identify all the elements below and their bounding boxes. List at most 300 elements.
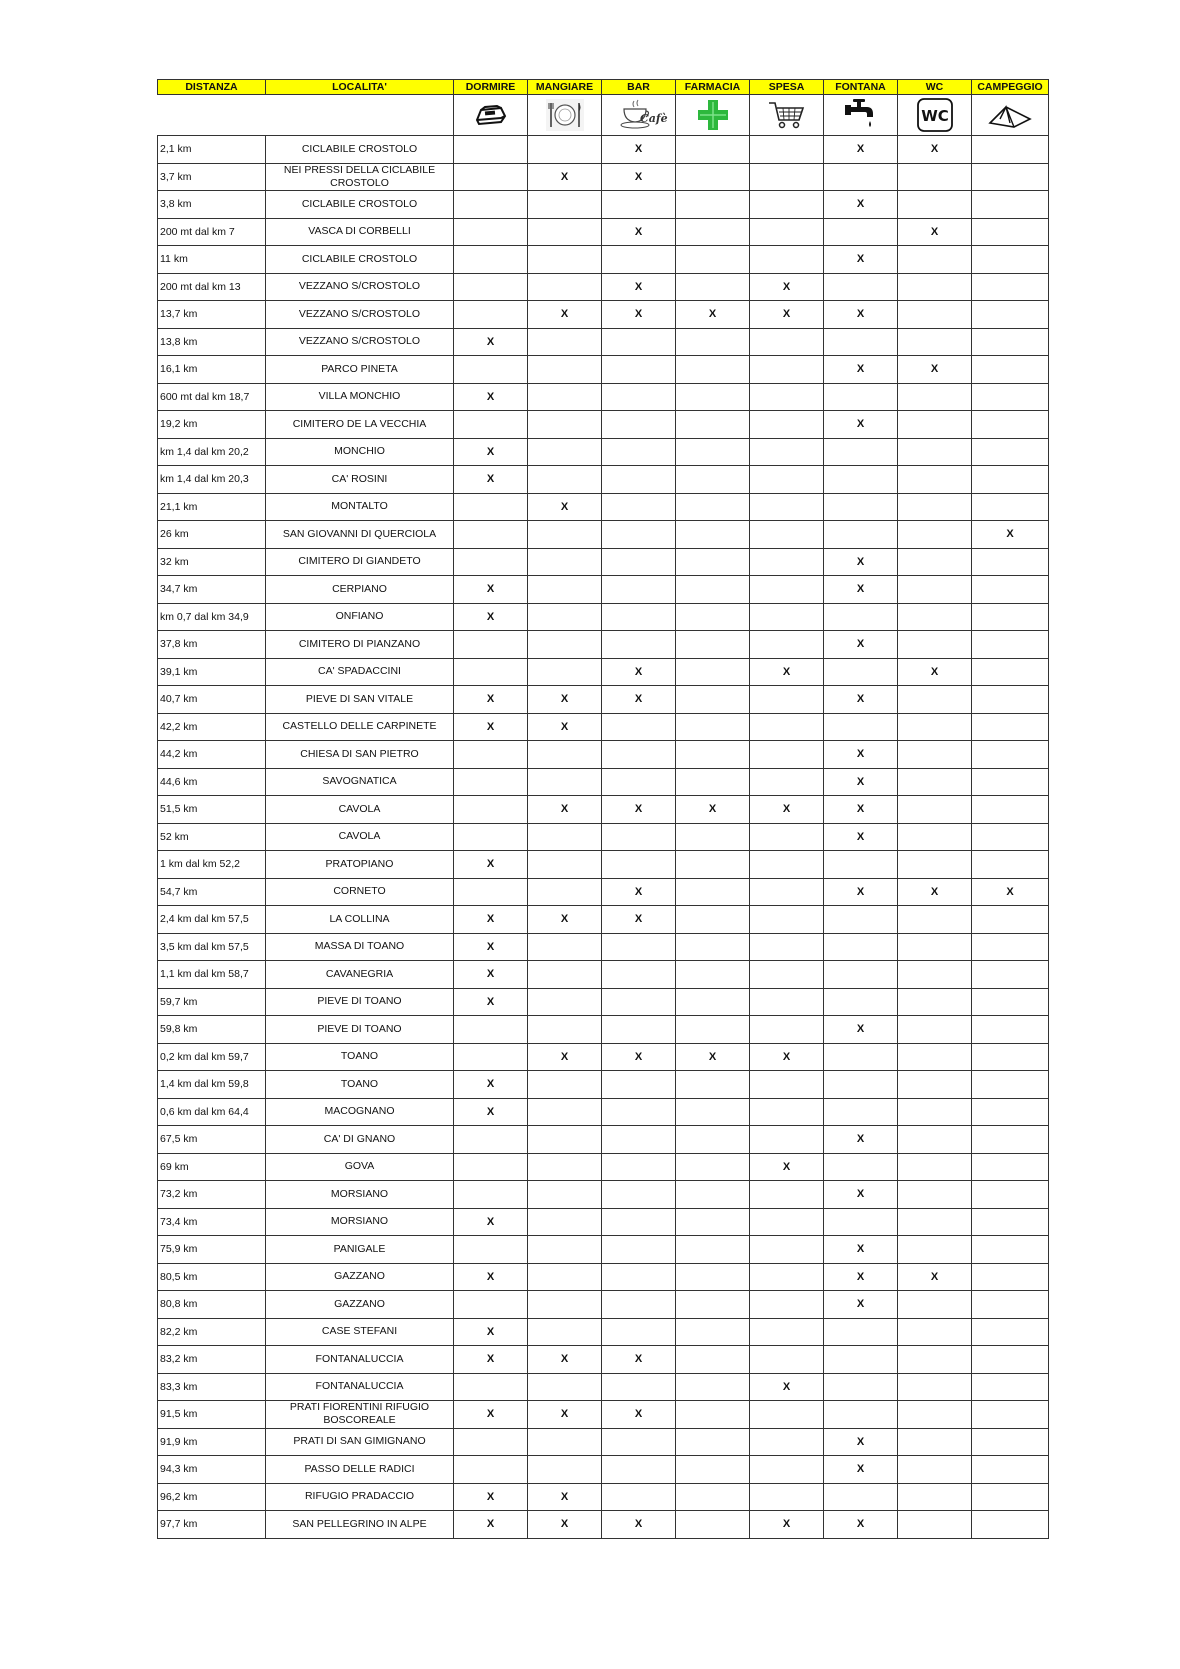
mangiare-cell <box>528 823 602 851</box>
table-row <box>158 136 1049 164</box>
fontana-cell <box>824 218 898 246</box>
fontana-cell <box>824 1043 898 1071</box>
fontana-cell: X <box>824 796 898 824</box>
distance-cell: 3,8 km <box>158 191 266 219</box>
spesa-cell: X <box>750 658 824 686</box>
location-cell: TOANO <box>266 1071 454 1099</box>
dormire-cell <box>454 1153 528 1181</box>
dormire-cell: X <box>454 1071 528 1099</box>
bar-cell <box>602 1016 676 1044</box>
location-cell: PRATI FIORENTINI RIFUGIO BOSCOREALE <box>266 1401 454 1429</box>
table-row <box>158 1456 1049 1484</box>
campeggio-cell <box>972 1071 1049 1099</box>
location-cell: MONTALTO <box>266 493 454 521</box>
bar-cell: X <box>602 1511 676 1539</box>
fontana-cell: X <box>824 1236 898 1264</box>
dormire-cell: X <box>454 1511 528 1539</box>
location-cell: PASSO DELLE RADICI <box>266 1456 454 1484</box>
bar-cell <box>602 603 676 631</box>
icon-spacer <box>158 95 266 136</box>
fontana-cell: X <box>824 768 898 796</box>
mangiare-cell <box>528 1373 602 1401</box>
wc-cell <box>898 1346 972 1374</box>
distance-cell: 97,7 km <box>158 1511 266 1539</box>
location-cell: SAN PELLEGRINO IN ALPE <box>266 1511 454 1539</box>
campeggio-cell <box>972 383 1049 411</box>
table-row <box>158 961 1049 989</box>
location-cell: MASSA DI TOANO <box>266 933 454 961</box>
header-campeggio: CAMPEGGIO <box>972 80 1049 95</box>
spesa-cell <box>750 521 824 549</box>
location-cell: PRATI DI SAN GIMIGNANO <box>266 1428 454 1456</box>
campeggio-cell <box>972 466 1049 494</box>
wc-cell <box>898 1291 972 1319</box>
farmacia-cell <box>676 1401 750 1429</box>
location-cell: VASCA DI CORBELLI <box>266 218 454 246</box>
table-row <box>158 1071 1049 1099</box>
farmacia-cell <box>676 1483 750 1511</box>
table-row <box>158 658 1049 686</box>
spesa-cell <box>750 466 824 494</box>
fontana-cell: X <box>824 411 898 439</box>
distance-cell: 42,2 km <box>158 713 266 741</box>
campeggio-cell <box>972 933 1049 961</box>
campeggio-cell <box>972 218 1049 246</box>
distance-cell: 73,4 km <box>158 1208 266 1236</box>
dormire-cell <box>454 823 528 851</box>
farmacia-cell <box>676 1153 750 1181</box>
spesa-cell <box>750 988 824 1016</box>
table-row <box>158 1346 1049 1374</box>
mangiare-cell <box>528 741 602 769</box>
farmacia-cell <box>676 273 750 301</box>
dormire-cell <box>454 548 528 576</box>
campeggio-cell <box>972 906 1049 934</box>
dormire-cell <box>454 796 528 824</box>
location-cell: PIEVE DI TOANO <box>266 1016 454 1044</box>
mangiare-cell <box>528 1126 602 1154</box>
dormire-cell <box>454 521 528 549</box>
dormire-cell <box>454 1456 528 1484</box>
campeggio-cell <box>972 1043 1049 1071</box>
farmacia-cell <box>676 246 750 274</box>
pharmacy-cross-icon <box>676 95 750 136</box>
table-row <box>158 933 1049 961</box>
campeggio-cell <box>972 301 1049 329</box>
table-row <box>158 273 1049 301</box>
wc-cell <box>898 1401 972 1429</box>
farmacia-cell <box>676 1318 750 1346</box>
wc-cell <box>898 933 972 961</box>
location-cell: FONTANALUCCIA <box>266 1373 454 1401</box>
farmacia-cell <box>676 741 750 769</box>
fontana-cell <box>824 383 898 411</box>
shopping-cart-icon <box>750 95 824 136</box>
wc-cell <box>898 438 972 466</box>
fontana-cell: X <box>824 1016 898 1044</box>
table-row <box>158 163 1049 191</box>
dormire-cell: X <box>454 713 528 741</box>
table-row <box>158 438 1049 466</box>
spesa-cell <box>750 246 824 274</box>
wc-cell <box>898 1098 972 1126</box>
location-cell: CAVANEGRIA <box>266 961 454 989</box>
bar-cell <box>602 1181 676 1209</box>
table-row <box>158 631 1049 659</box>
bar-cell <box>602 741 676 769</box>
distance-cell: 40,7 km <box>158 686 266 714</box>
farmacia-cell <box>676 163 750 191</box>
distance-cell: 82,2 km <box>158 1318 266 1346</box>
location-cell: SAVOGNATICA <box>266 768 454 796</box>
dormire-cell <box>454 218 528 246</box>
campeggio-cell <box>972 493 1049 521</box>
bar-cell <box>602 356 676 384</box>
campeggio-cell <box>972 548 1049 576</box>
spesa-cell <box>750 1291 824 1319</box>
distance-cell: 83,2 km <box>158 1346 266 1374</box>
dormire-cell: X <box>454 686 528 714</box>
distance-cell: 200 mt dal km 13 <box>158 273 266 301</box>
dormire-cell <box>454 1043 528 1071</box>
distance-cell: 52 km <box>158 823 266 851</box>
wc-cell <box>898 851 972 879</box>
distance-cell: 94,3 km <box>158 1456 266 1484</box>
campeggio-cell <box>972 1346 1049 1374</box>
table-row <box>158 548 1049 576</box>
mangiare-cell <box>528 576 602 604</box>
campeggio-cell <box>972 768 1049 796</box>
farmacia-cell: X <box>676 796 750 824</box>
spesa-cell <box>750 356 824 384</box>
dormire-cell: X <box>454 988 528 1016</box>
distance-cell: 67,5 km <box>158 1126 266 1154</box>
dormire-cell <box>454 1291 528 1319</box>
distance-cell: 600 mt dal km 18,7 <box>158 383 266 411</box>
farmacia-cell <box>676 438 750 466</box>
spesa-cell <box>750 1236 824 1264</box>
dormire-cell <box>454 1428 528 1456</box>
spesa-cell <box>750 961 824 989</box>
table-row <box>158 713 1049 741</box>
location-cell: CERPIANO <box>266 576 454 604</box>
table-row <box>158 878 1049 906</box>
farmacia-cell <box>676 1511 750 1539</box>
wc-cell: X <box>898 356 972 384</box>
campeggio-cell <box>972 1236 1049 1264</box>
campeggio-cell <box>972 1263 1049 1291</box>
header-bar: BAR <box>602 80 676 95</box>
bar-cell: X <box>602 1043 676 1071</box>
distance-cell: 0,6 km dal km 64,4 <box>158 1098 266 1126</box>
bar-cell <box>602 438 676 466</box>
bar-cell <box>602 328 676 356</box>
farmacia-cell <box>676 493 750 521</box>
fontana-cell <box>824 1208 898 1236</box>
location-cell: VEZZANO S/CROSTOLO <box>266 328 454 356</box>
wc-cell <box>898 548 972 576</box>
location-cell: CA' ROSINI <box>266 466 454 494</box>
wc-cell: X <box>898 218 972 246</box>
spesa-cell <box>750 933 824 961</box>
location-cell: TOANO <box>266 1043 454 1071</box>
bar-cell <box>602 1153 676 1181</box>
location-cell: FONTANALUCCIA <box>266 1346 454 1374</box>
farmacia-cell <box>676 1098 750 1126</box>
mangiare-cell: X <box>528 713 602 741</box>
bar-cell <box>602 1373 676 1401</box>
campeggio-cell: X <box>972 878 1049 906</box>
wc-cell <box>898 1153 972 1181</box>
dormire-cell <box>454 741 528 769</box>
location-cell: PIEVE DI SAN VITALE <box>266 686 454 714</box>
dormire-cell: X <box>454 1208 528 1236</box>
farmacia-cell <box>676 851 750 879</box>
campeggio-cell <box>972 1456 1049 1484</box>
spesa-cell <box>750 493 824 521</box>
distance-cell: 1,4 km dal km 59,8 <box>158 1071 266 1099</box>
table-row <box>158 411 1049 439</box>
distance-cell: 19,2 km <box>158 411 266 439</box>
distance-cell: 1,1 km dal km 58,7 <box>158 961 266 989</box>
bar-cell <box>602 1208 676 1236</box>
header-fontana: FONTANA <box>824 80 898 95</box>
dormire-cell <box>454 356 528 384</box>
bar-cell <box>602 1263 676 1291</box>
wc-cell: X <box>898 878 972 906</box>
fontana-cell: X <box>824 1291 898 1319</box>
header-wc: WC <box>898 80 972 95</box>
mangiare-cell <box>528 961 602 989</box>
campeggio-cell <box>972 163 1049 191</box>
wc-cell <box>898 713 972 741</box>
spesa-cell <box>750 383 824 411</box>
bar-cell <box>602 1483 676 1511</box>
table-row <box>158 383 1049 411</box>
distance-cell: 37,8 km <box>158 631 266 659</box>
wc-cell <box>898 466 972 494</box>
mangiare-cell <box>528 1098 602 1126</box>
mangiare-cell <box>528 466 602 494</box>
dormire-cell: X <box>454 1263 528 1291</box>
dormire-cell <box>454 136 528 164</box>
farmacia-cell <box>676 576 750 604</box>
wc-cell <box>898 906 972 934</box>
distance-cell: 96,2 km <box>158 1483 266 1511</box>
fontana-cell: X <box>824 548 898 576</box>
distance-cell: 1 km dal km 52,2 <box>158 851 266 879</box>
mangiare-cell: X <box>528 1511 602 1539</box>
distance-cell: 59,7 km <box>158 988 266 1016</box>
fontana-cell: X <box>824 1181 898 1209</box>
distance-cell: 59,8 km <box>158 1016 266 1044</box>
location-cell: SAN GIOVANNI DI QUERCIOLA <box>266 521 454 549</box>
spesa-cell: X <box>750 1043 824 1071</box>
campeggio-cell <box>972 411 1049 439</box>
farmacia-cell <box>676 1236 750 1264</box>
wc-label: WC <box>920 107 949 125</box>
wc-cell <box>898 823 972 851</box>
wc-cell <box>898 301 972 329</box>
farmacia-cell <box>676 1428 750 1456</box>
farmacia-cell <box>676 1291 750 1319</box>
services-table <box>157 79 1049 1539</box>
campeggio-cell <box>972 851 1049 879</box>
spesa-cell <box>750 1208 824 1236</box>
campeggio-cell: X <box>972 521 1049 549</box>
fontana-cell <box>824 1483 898 1511</box>
distance-cell: 21,1 km <box>158 493 266 521</box>
table-row <box>158 1208 1049 1236</box>
table-row <box>158 1291 1049 1319</box>
table-row <box>158 1373 1049 1401</box>
mangiare-cell: X <box>528 1043 602 1071</box>
spesa-cell <box>750 136 824 164</box>
dormire-cell: X <box>454 933 528 961</box>
location-cell: CA' SPADACCINI <box>266 658 454 686</box>
farmacia-cell <box>676 1016 750 1044</box>
location-cell: RIFUGIO PRADACCIO <box>266 1483 454 1511</box>
fontana-cell <box>824 1153 898 1181</box>
bar-cell <box>602 1318 676 1346</box>
bar-cell <box>602 411 676 439</box>
fontana-cell <box>824 1373 898 1401</box>
farmacia-cell: X <box>676 1043 750 1071</box>
location-cell: PARCO PINETA <box>266 356 454 384</box>
campeggio-cell <box>972 273 1049 301</box>
farmacia-cell <box>676 1181 750 1209</box>
table-row <box>158 851 1049 879</box>
location-cell: CIMITERO DE LA VECCHIA <box>266 411 454 439</box>
wc-cell <box>898 1208 972 1236</box>
distance-cell: 91,9 km <box>158 1428 266 1456</box>
distance-cell: 2,1 km <box>158 136 266 164</box>
wc-cell <box>898 1016 972 1044</box>
distance-cell: 16,1 km <box>158 356 266 384</box>
table-row <box>158 741 1049 769</box>
mangiare-cell <box>528 658 602 686</box>
spesa-cell <box>750 851 824 879</box>
spesa-cell <box>750 878 824 906</box>
location-cell: VILLA MONCHIO <box>266 383 454 411</box>
farmacia-cell <box>676 906 750 934</box>
distance-cell: 69 km <box>158 1153 266 1181</box>
table-row <box>158 1098 1049 1126</box>
bar-cell <box>602 1428 676 1456</box>
table-row <box>158 906 1049 934</box>
fontana-cell: X <box>824 686 898 714</box>
farmacia-cell <box>676 658 750 686</box>
distance-cell: 13,8 km <box>158 328 266 356</box>
wc-cell <box>898 686 972 714</box>
farmacia-cell <box>676 191 750 219</box>
dormire-cell <box>454 878 528 906</box>
wc-cell: X <box>898 136 972 164</box>
bar-cell <box>602 1236 676 1264</box>
distance-cell: 39,1 km <box>158 658 266 686</box>
bar-cell: X <box>602 136 676 164</box>
wc-cell <box>898 246 972 274</box>
location-cell: MACOGNANO <box>266 1098 454 1126</box>
mangiare-cell <box>528 1263 602 1291</box>
dormire-cell <box>454 631 528 659</box>
mangiare-cell <box>528 1318 602 1346</box>
wc-cell <box>898 328 972 356</box>
table-row <box>158 493 1049 521</box>
mangiare-cell <box>528 1428 602 1456</box>
fontana-cell: X <box>824 1428 898 1456</box>
fontana-cell <box>824 906 898 934</box>
farmacia-cell <box>676 466 750 494</box>
fontana-cell <box>824 961 898 989</box>
table-row <box>158 823 1049 851</box>
table-row <box>158 1181 1049 1209</box>
farmacia-cell <box>676 383 750 411</box>
location-cell: CORNETO <box>266 878 454 906</box>
mangiare-cell <box>528 631 602 659</box>
icon-spacer <box>266 95 454 136</box>
location-cell: GAZZANO <box>266 1263 454 1291</box>
farmacia-cell <box>676 768 750 796</box>
table-row <box>158 686 1049 714</box>
cafe-cup-icon <box>602 95 676 136</box>
bar-cell <box>602 1071 676 1099</box>
distance-cell: 51,5 km <box>158 796 266 824</box>
wc-cell <box>898 1126 972 1154</box>
spesa-cell <box>750 191 824 219</box>
wc-cell <box>898 768 972 796</box>
dormire-cell: X <box>454 1346 528 1374</box>
mangiare-cell <box>528 1016 602 1044</box>
fontana-cell <box>824 1401 898 1429</box>
water-tap-icon <box>824 95 898 136</box>
mangiare-cell <box>528 1456 602 1484</box>
table-row <box>158 328 1049 356</box>
mangiare-cell <box>528 246 602 274</box>
campeggio-cell <box>972 1401 1049 1429</box>
wc-cell <box>898 383 972 411</box>
mangiare-cell: X <box>528 163 602 191</box>
bar-cell <box>602 988 676 1016</box>
mangiare-cell <box>528 356 602 384</box>
farmacia-cell <box>676 136 750 164</box>
wc-cell <box>898 1318 972 1346</box>
bar-cell <box>602 493 676 521</box>
wc-cell <box>898 741 972 769</box>
farmacia-cell <box>676 1263 750 1291</box>
spesa-cell <box>750 603 824 631</box>
distance-cell: 54,7 km <box>158 878 266 906</box>
farmacia-cell <box>676 1071 750 1099</box>
mangiare-cell <box>528 1291 602 1319</box>
spesa-cell <box>750 1346 824 1374</box>
farmacia-cell <box>676 823 750 851</box>
wc-cell <box>898 1043 972 1071</box>
distance-cell: km 1,4 dal km 20,3 <box>158 466 266 494</box>
dormire-cell <box>454 163 528 191</box>
distance-cell: 0,2 km dal km 59,7 <box>158 1043 266 1071</box>
distance-cell: 44,6 km <box>158 768 266 796</box>
table-row <box>158 521 1049 549</box>
fontana-cell <box>824 1071 898 1099</box>
farmacia-cell <box>676 1126 750 1154</box>
bar-cell <box>602 1098 676 1126</box>
distance-cell: km 0,7 dal km 34,9 <box>158 603 266 631</box>
wc-cell <box>898 1511 972 1539</box>
campeggio-cell <box>972 1483 1049 1511</box>
location-cell: LA COLLINA <box>266 906 454 934</box>
mangiare-cell <box>528 218 602 246</box>
